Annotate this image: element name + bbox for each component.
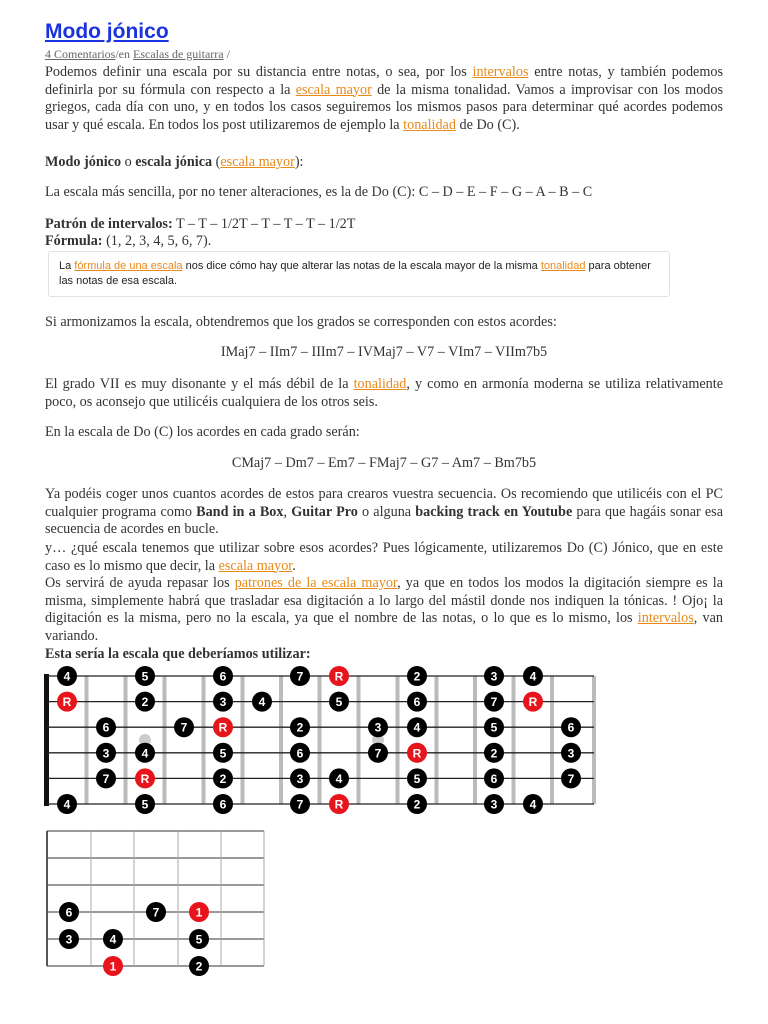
svg-text:7: 7 — [490, 695, 498, 710]
scale-name: escala jónica — [135, 154, 213, 170]
root-note-dot — [189, 902, 209, 922]
svg-text:R: R — [334, 797, 344, 812]
scale-note-dot — [135, 692, 155, 712]
band-in-a-box: Band in a Box — [196, 503, 284, 520]
scale-note-dot — [484, 717, 504, 737]
scale-note-dot — [561, 717, 581, 737]
svg-text:3: 3 — [490, 797, 498, 812]
svg-text:2: 2 — [296, 720, 304, 735]
text: nos dice cómo hay que alterar las notas de la escala mayor de la misma — [182, 260, 541, 272]
svg-text:6: 6 — [219, 669, 227, 684]
scale-note-dot — [213, 666, 233, 686]
text: de la misma tonalidad. Vamos a improvisar con los modos griegos, cada día con uno, y en todos los casos seguiremos los mismos pasos para determinar qué acordes podemos usar y qué escala. En todos los post utilizaremos de ejemplo la — [45, 81, 724, 133]
svg-text:4: 4 — [63, 669, 71, 684]
root-note-dot — [213, 717, 233, 737]
svg-text:2: 2 — [413, 669, 421, 684]
scale-note-dot — [290, 666, 310, 686]
text: La — [59, 260, 75, 272]
svg-text:6: 6 — [296, 746, 304, 761]
svg-text:6: 6 — [219, 797, 227, 812]
text: , ya que en todos los modos la digitación siempre es la misma, simplemente habrá que trasladar esa digitación a lo largo del mástil donde nos indiquen la tónicas. ! Ojo¡ la digitación es la misma, pero no la escala, ya que el nombre de las notas, o lo que es lo mismo, los — [45, 575, 723, 627]
text: Ya podéis coger unos cuantos acordes de estos para crearos vuestra secuencia. Os recomiendo que utilicéis con el PC cualquier programa como — [45, 486, 723, 520]
svg-text:4: 4 — [413, 720, 421, 735]
svg-text:7: 7 — [152, 905, 160, 920]
text: , — [283, 503, 292, 520]
root-note-dot — [103, 956, 123, 976]
scale-note-dot — [290, 794, 310, 814]
svg-text:6: 6 — [490, 771, 498, 786]
svg-text:2: 2 — [195, 959, 203, 974]
escala-mayor-link[interactable]: escala mayor — [295, 81, 372, 98]
text: , van variando. — [45, 610, 723, 644]
simple-scale-text: La escala más sencilla, por no tener alteraciones, es la de Do (C): C – D – E – F – G – A – B – C — [45, 184, 593, 200]
text: ): — [294, 154, 304, 170]
svg-text:3: 3 — [374, 720, 382, 735]
intervalos-link[interactable]: intervalos — [472, 64, 529, 80]
svg-text:3: 3 — [490, 669, 498, 684]
svg-text:3: 3 — [65, 932, 73, 947]
scale-note-dot — [290, 743, 310, 763]
root-note-dot — [523, 692, 543, 712]
svg-text:4: 4 — [63, 797, 71, 812]
svg-text:3: 3 — [567, 746, 575, 761]
fretboard-diagram-full-neck — [0, 664, 768, 824]
root-note-dot — [135, 768, 155, 788]
root-note-dot — [57, 692, 77, 712]
software-paragraph — [45, 486, 723, 539]
scale-note-dot — [484, 743, 504, 763]
scale-note-dot — [523, 666, 543, 686]
scale-note-dot — [135, 666, 155, 686]
tonalidad-link[interactable]: tonalidad — [353, 376, 407, 392]
root-note-dot — [407, 743, 427, 763]
scale-note-dot — [484, 666, 504, 686]
scale-note-dot — [329, 692, 349, 712]
comments-link[interactable]: 4 Comentarios — [45, 47, 116, 61]
scale-note-dot — [135, 794, 155, 814]
nut — [44, 674, 49, 806]
svg-text:R: R — [528, 695, 538, 710]
svg-text:3: 3 — [296, 771, 304, 786]
degrees-line: IMaj7 – IIm7 – IIIm7 – IVMaj7 – V7 – VIm7 – VIIm7b5 — [220, 344, 548, 360]
scale-note-dot — [407, 666, 427, 686]
scale-note-dot — [407, 794, 427, 814]
scale-note-dot — [368, 717, 388, 737]
root-note-dot — [329, 666, 349, 686]
scale-note-dot — [407, 692, 427, 712]
scale-note-dot — [174, 717, 194, 737]
scale-note-dot — [484, 794, 504, 814]
svg-text:5: 5 — [195, 932, 203, 947]
scale-note-dot — [96, 717, 116, 737]
svg-text:4: 4 — [141, 746, 149, 761]
pattern-label: Patrón de intervalos: — [45, 216, 173, 232]
patrones-escala-mayor-link[interactable]: patrones de la escala mayor — [234, 575, 398, 591]
scale-note-dot — [213, 794, 233, 814]
svg-text:4: 4 — [109, 932, 117, 947]
intervalos-link[interactable]: intervalos — [637, 610, 694, 627]
interval-pattern — [45, 216, 723, 234]
scale-note-dot — [368, 743, 388, 763]
svg-text:R: R — [218, 720, 228, 735]
scale-note-dot — [135, 743, 155, 763]
svg-text:6: 6 — [567, 720, 575, 735]
escala-mayor-link[interactable]: escala mayor — [218, 557, 293, 574]
formula-line — [45, 233, 723, 251]
text: ( — [212, 154, 221, 170]
svg-text:2: 2 — [490, 746, 498, 761]
formula-label: Fórmula: — [45, 233, 103, 249]
svg-text:2: 2 — [141, 695, 149, 710]
svg-text:7: 7 — [102, 771, 110, 786]
harmonize-text: Si armonizamos la escala, obtendremos que los grados se corresponden con estos acordes: — [45, 314, 557, 330]
text: . — [292, 557, 296, 574]
scale-note-dot — [213, 768, 233, 788]
chords-line: CMaj7 – Dm7 – Em7 – FMaj7 – G7 – Am7 – Bm7b5 — [231, 455, 537, 471]
svg-text:R: R — [334, 669, 344, 684]
formula-value: (1, 2, 3, 4, 5, 6, 7). — [102, 233, 212, 249]
text: Podemos definir una escala por su distancia entre notas, o sea, por los — [45, 64, 473, 80]
post-meta — [45, 47, 230, 62]
svg-text:5: 5 — [335, 695, 343, 710]
svg-text:7: 7 — [567, 771, 575, 786]
mode-name: Modo jónico — [45, 154, 122, 170]
fretboard-diagram-pattern — [0, 826, 300, 976]
text: , y como en armonía moderna se utiliza relativamente poco, os aconsejo que utilicéis cualquiera de los otros seis. — [45, 376, 723, 410]
text: para obtener las notas de esa escala. — [59, 260, 651, 287]
scale-note-dot — [57, 794, 77, 814]
svg-text:R: R — [62, 695, 72, 710]
scale-note-dot — [189, 929, 209, 949]
svg-text:5: 5 — [413, 771, 421, 786]
svg-text:1: 1 — [109, 959, 117, 974]
scale-note-dot — [407, 768, 427, 788]
info-note-box — [48, 251, 670, 297]
svg-text:5: 5 — [141, 797, 149, 812]
tonalidad-link[interactable]: tonalidad — [403, 116, 456, 133]
svg-text:R: R — [412, 746, 422, 761]
svg-text:4: 4 — [335, 771, 343, 786]
meta-separator: / — [223, 47, 230, 61]
scale-note-dot — [146, 902, 166, 922]
svg-text:5: 5 — [219, 746, 227, 761]
svg-text:5: 5 — [490, 720, 498, 735]
tonalidad-link[interactable]: tonalidad — [540, 260, 586, 272]
seventh-degree-paragraph — [45, 376, 723, 411]
scale-note-dot — [252, 692, 272, 712]
scale-heading: Esta sería la escala que deberíamos utilizar: — [45, 646, 311, 662]
text: y… ¿qué escala tenemos que utilizar sobre esos acordes? Pues lógicamente, utilizaremos Do (C) Jónico, que en este caso es lo mismo que decir, la — [45, 540, 723, 574]
svg-text:2: 2 — [219, 771, 227, 786]
escala-mayor-link[interactable]: escala mayor — [220, 154, 295, 170]
scale-note-dot — [523, 794, 543, 814]
svg-text:7: 7 — [296, 669, 304, 684]
text: o — [121, 154, 136, 170]
formula-escala-link[interactable]: fórmula de una escala — [74, 260, 183, 272]
scale-note-dot — [561, 768, 581, 788]
text: El grado VII es muy disonante y el más débil de la — [45, 376, 354, 392]
guitar-pro: Guitar Pro — [291, 503, 358, 520]
svg-text:4: 4 — [529, 797, 537, 812]
svg-text:4: 4 — [529, 669, 537, 684]
scale-note-dot — [96, 768, 116, 788]
svg-text:R: R — [140, 771, 150, 786]
svg-text:1: 1 — [195, 905, 203, 920]
scale-note-dot — [484, 692, 504, 712]
svg-text:2: 2 — [413, 797, 421, 812]
svg-text:5: 5 — [141, 669, 149, 684]
scale-note-dot — [290, 768, 310, 788]
scale-note-dot — [329, 768, 349, 788]
svg-text:7: 7 — [180, 720, 188, 735]
root-note-dot — [329, 794, 349, 814]
svg-text:7: 7 — [296, 797, 304, 812]
scale-note-dot — [561, 743, 581, 763]
text: o alguna — [357, 503, 416, 520]
intro-paragraph — [45, 64, 723, 134]
text: de Do (C). — [455, 116, 520, 133]
scale-note-dot — [189, 956, 209, 976]
svg-text:4: 4 — [258, 695, 266, 710]
scale-note-dot — [213, 692, 233, 712]
text: Os servirá de ayuda repasar los — [45, 575, 235, 591]
scale-note-dot — [59, 929, 79, 949]
page-title[interactable]: Modo jónico — [45, 20, 169, 43]
scale-note-dot — [57, 666, 77, 686]
scale-note-dot — [59, 902, 79, 922]
svg-text:3: 3 — [102, 746, 110, 761]
patterns-paragraph — [45, 575, 723, 645]
backing-track: backing track en Youtube — [415, 503, 573, 520]
svg-text:3: 3 — [219, 695, 227, 710]
svg-text:6: 6 — [413, 695, 421, 710]
category-link[interactable]: Escalas de guitarra — [133, 47, 224, 61]
scale-note-dot — [213, 743, 233, 763]
scale-note-dot — [103, 929, 123, 949]
pattern-value: T – T – 1/2T – T – T – T – 1/2T — [172, 216, 356, 232]
mode-line — [45, 154, 723, 172]
svg-text:6: 6 — [102, 720, 110, 735]
chords-intro-text: En la escala de Do (C) los acordes en cada grado serán: — [45, 424, 360, 440]
which-scale-paragraph — [45, 540, 723, 575]
scale-note-dot — [96, 743, 116, 763]
scale-note-dot — [290, 717, 310, 737]
svg-text:6: 6 — [65, 905, 73, 920]
text: para que hagáis sonar esa secuencia de acordes en bucle. — [45, 503, 723, 538]
scale-note-dot — [484, 768, 504, 788]
scale-note-dot — [407, 717, 427, 737]
meta-separator: /en — [115, 47, 133, 61]
svg-text:7: 7 — [374, 746, 382, 761]
text: entre notas, y también podemos definirla por su fórmula con respecto a la — [45, 64, 723, 98]
